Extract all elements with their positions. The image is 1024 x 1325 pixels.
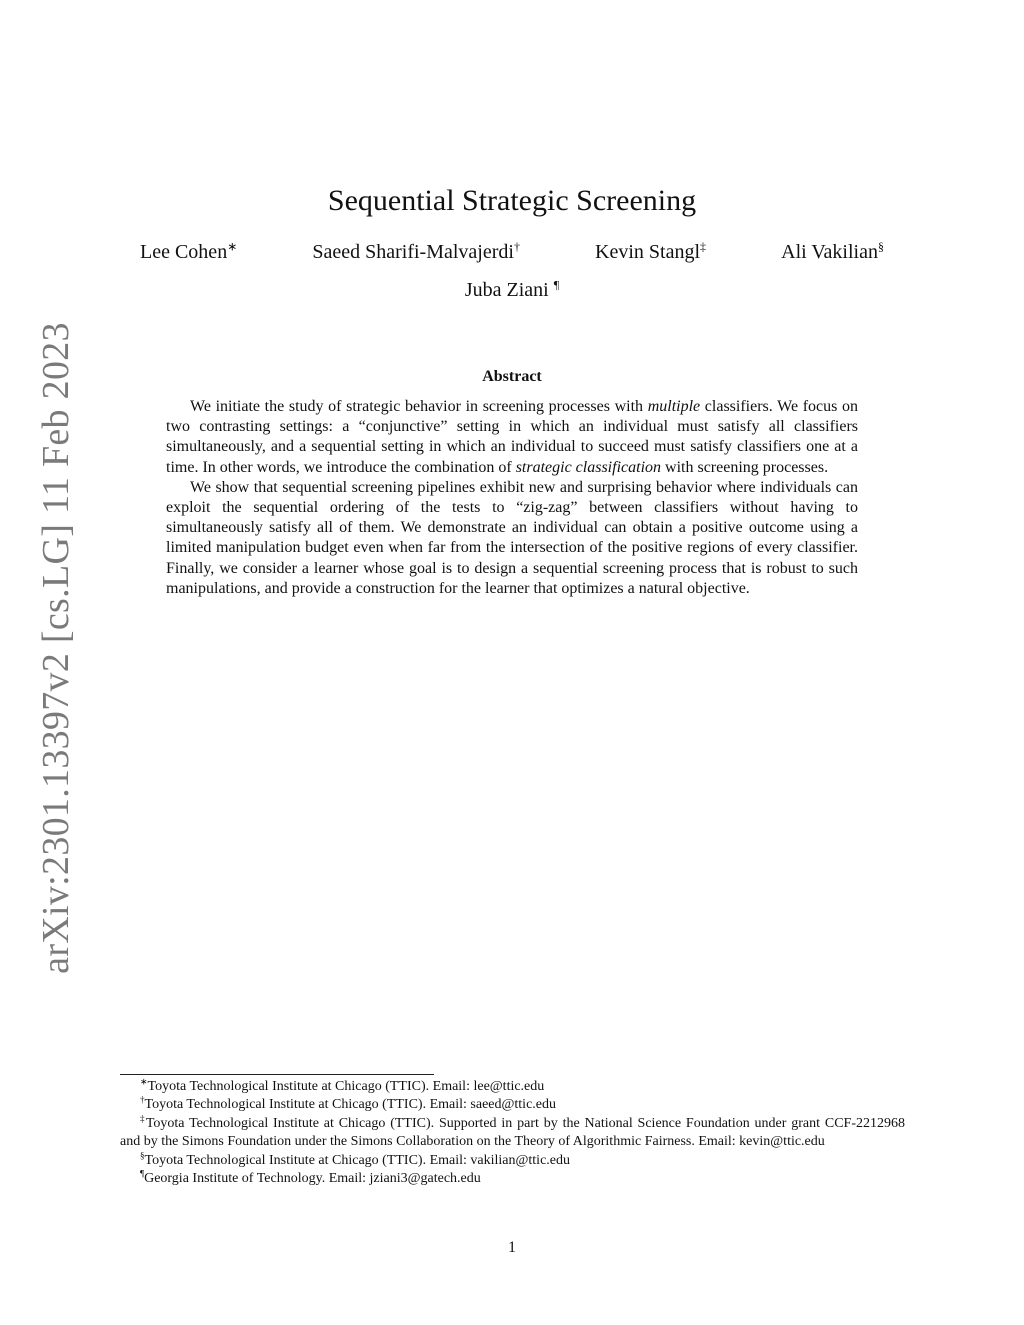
footnote-text: Toyota Technological Institute at Chicago (TTIC). Supported in part by the National Science Foundation under grant CCF-2212968 and by the Simons Foundation under the Simons Collaboration on the Theory of Algorithmic Fairness. Email: kevin@ttic.edu xyxy=(120,1115,906,1150)
footnote xyxy=(120,1170,905,1188)
author-affiliation-mark: ∗ xyxy=(227,239,238,254)
author-4 xyxy=(781,241,884,264)
paper-title: Sequential Strategic Screening xyxy=(327,184,697,217)
footnote xyxy=(120,1078,905,1096)
arxiv-identifier-stamp[interactable]: arXiv:2301.13397v2 [cs.LG] 11 Feb 2023 xyxy=(35,322,77,974)
footnote-mark: § xyxy=(140,1149,145,1160)
author-name: Ali Vakilian xyxy=(781,241,878,263)
footnote-mark: ‡ xyxy=(140,1113,146,1124)
abstract-body xyxy=(166,397,858,599)
footnote xyxy=(120,1115,905,1152)
abstract-emphasis: multiple xyxy=(647,398,701,415)
abstract-text: with screening processes. xyxy=(661,458,829,476)
footnote xyxy=(120,1096,905,1114)
author-name: Lee Cohen xyxy=(140,241,228,263)
footnote-mark: † xyxy=(140,1094,145,1105)
author-name: Kevin Stangl xyxy=(595,241,701,263)
abstract-emphasis: strategic classification xyxy=(515,458,662,476)
footnote-text: Toyota Technological Institute at Chicago (TTIC). Email: saeed@ttic.edu xyxy=(144,1097,556,1113)
page-number: 1 xyxy=(508,1239,516,1256)
footnotes xyxy=(120,1078,905,1188)
author-1 xyxy=(140,241,237,264)
author-name: Saeed Sharifi-Malvajerdi xyxy=(312,241,514,263)
footnote xyxy=(120,1149,905,1170)
author-list xyxy=(140,241,884,264)
abstract-text: classifiers. We focus on two contrasting settings: a “conjunctive” setting in which an individual must satisfy all classifiers simultaneously, and a sequential setting in which an individual to succeed must satisfy classifiers one at a time. In other words, we introduce the combination of xyxy=(166,398,859,476)
footnote-mark: ∗ xyxy=(140,1076,148,1087)
author-2 xyxy=(312,241,520,264)
abstract-heading: Abstract xyxy=(482,368,542,385)
footnote-text: Toyota Technological Institute at Chicago (TTIC). Email: vakilian@ttic.edu xyxy=(144,1152,571,1168)
author-affiliation-mark: § xyxy=(877,239,884,254)
abstract-text: We initiate the study of strategic behavior in screening processes with xyxy=(190,398,648,415)
author-3 xyxy=(595,241,706,264)
footnote-text: Georgia Institute of Technology. Email: jziani3@gatech.edu xyxy=(144,1171,481,1187)
footnote-divider xyxy=(120,1074,434,1075)
abstract-paragraph-1 xyxy=(166,397,858,478)
footnote-mark: ¶ xyxy=(140,1168,145,1179)
author-5 xyxy=(0,279,1024,302)
author-affiliation-mark: ‡ xyxy=(700,239,707,254)
author-affiliation-mark: † xyxy=(513,239,520,254)
footnote-text: Toyota Technological Institute at Chicago (TTIC). Email: lee@ttic.edu xyxy=(147,1079,545,1094)
author-name: Juba Ziani xyxy=(464,279,549,301)
author-affiliation-mark: ¶ xyxy=(553,277,560,292)
abstract-paragraph-2: We show that sequential screening pipelines exhibit new and surprising behavior where individuals can exploit the sequential ordering of the tests to “zig-zag” between classifiers without having to simultaneously satisfy all of them. We demonstrate an individual can obtain a positive outcome using a limited manipulation budget even when far from the intersection of the positive regions of every classifier. Finally, we consider a learner whose goal is to design a sequential screening process that is robust to such manipulations, and provide a construction for the learner that optimizes a natural objective. xyxy=(166,478,858,597)
